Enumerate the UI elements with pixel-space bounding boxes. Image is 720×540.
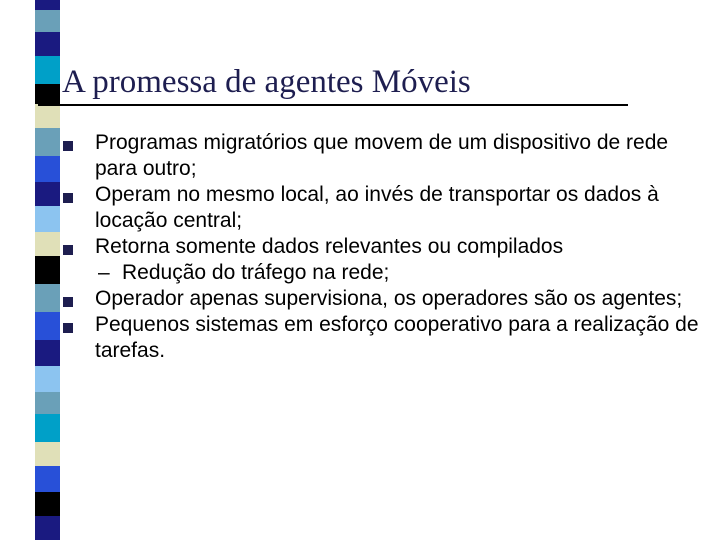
bullet-text: Operador apenas supervisiona, os operadores são os agentes; (95, 287, 683, 310)
sub-bullet-item (60, 260, 700, 286)
dash-bullet-icon: – (98, 261, 110, 284)
bullet-text: Retorna somente dados relevantes ou compilados (95, 235, 564, 258)
bullet-item (60, 130, 700, 182)
slide-title: A promessa de agentes Móveis (62, 64, 471, 100)
bullet-text: Pequenos sistemas em esforço cooperativo para a realização de tarefas. (95, 313, 699, 362)
square-bullet-icon (63, 245, 73, 255)
bullet-item (60, 312, 700, 364)
bullet-list (60, 130, 700, 364)
square-bullet-icon (63, 141, 73, 151)
bullet-item (60, 286, 700, 312)
square-bullet-icon (63, 193, 73, 203)
sub-bullet-text: Redução do tráfego na rede; (122, 261, 390, 284)
decorative-stripe (0, 0, 60, 540)
title-divider (38, 104, 628, 106)
square-bullet-icon (63, 297, 73, 307)
bullet-text: Programas migratórios que movem de um dispositivo de rede para outro; (95, 131, 669, 180)
bullet-item (60, 234, 700, 260)
bullet-text: Operam no mesmo local, ao invés de transportar os dados à locação central; (95, 183, 659, 232)
bullet-item (60, 182, 700, 234)
square-bullet-icon (63, 323, 73, 333)
